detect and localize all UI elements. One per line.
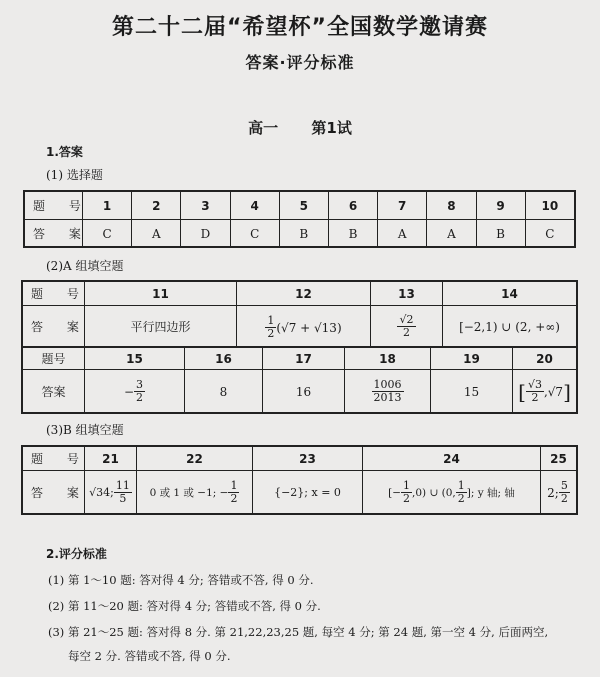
answer-cell: A [427, 220, 476, 248]
question-number: 25 [541, 447, 577, 471]
answer-cell: C [83, 220, 132, 248]
fraction [228, 480, 239, 504]
question-number: 1 [83, 192, 132, 220]
math-expression [89, 480, 132, 504]
row-label: 题 号 [23, 282, 85, 306]
question-number: 7 [378, 192, 427, 220]
fraction [456, 480, 467, 504]
math-expression [388, 480, 515, 504]
table-row [23, 370, 577, 414]
table-row [23, 282, 577, 306]
math-expression [547, 480, 570, 504]
numerator: 3 [136, 378, 144, 392]
expression-pre: [− [388, 486, 402, 499]
answer-cell: 8 [185, 370, 263, 414]
denominator: 5 [119, 492, 127, 505]
question-number: 11 [85, 282, 237, 306]
numerator: 1 [403, 479, 411, 493]
answer-cell: [−2,1) ∪ (2, +∞) [443, 306, 577, 348]
question-number: 16 [185, 348, 263, 370]
numerator: 1 [230, 479, 238, 493]
question-number: 12 [237, 282, 371, 306]
row-label: 题 号 [25, 192, 83, 220]
test-label: 第1试 [311, 119, 352, 137]
row-label: 答 案 [23, 471, 85, 515]
row-label: 答案 [23, 370, 85, 414]
part1-title: (1) 选择题 [46, 168, 103, 182]
question-number: 20 [513, 348, 577, 370]
question-number: 13 [371, 282, 443, 306]
answer-cell [85, 471, 137, 515]
section2-title: 2.评分标准 [46, 547, 107, 561]
table-row [25, 192, 575, 220]
table-row [25, 220, 575, 248]
answer-cell [345, 370, 431, 414]
fraction [401, 480, 412, 504]
expression-rest: (√7 + √13) [276, 320, 342, 335]
question-number: 17 [263, 348, 345, 370]
numerator: 5 [560, 479, 568, 493]
answer-cell: B [279, 220, 328, 248]
answer-cell [371, 306, 443, 348]
document-title: 第二十二届“希望杯”全国数学邀请赛 [112, 15, 488, 40]
answer-cell [541, 471, 577, 515]
row-label: 答 案 [23, 306, 85, 348]
question-number: 18 [345, 348, 431, 370]
fraction [397, 314, 415, 338]
expression-post: ]; y 轴; 轴 [466, 487, 515, 499]
expression-rest: ,√7 [543, 384, 564, 399]
question-number: 15 [85, 348, 185, 370]
denominator: 2 [531, 391, 539, 404]
scoring-rule: (1) 第 1～10 题: 答对得 4 分; 答错或不答, 得 0 分. [48, 573, 314, 587]
answer-cell: {−2}; x = 0 [253, 471, 363, 515]
numerator: √2 [399, 313, 414, 327]
denominator: 2 [136, 391, 144, 404]
numerator: 1006 [373, 378, 402, 392]
question-number: 5 [279, 192, 328, 220]
fraction [526, 379, 544, 403]
fill-a-table-2 [22, 347, 577, 414]
math-expression [124, 379, 145, 403]
question-number: 14 [443, 282, 577, 306]
numerator: 1 [267, 314, 275, 328]
answer-cell: A [378, 220, 427, 248]
section-heading [0, 117, 600, 138]
answer-cell [85, 370, 185, 414]
fraction [559, 480, 570, 504]
document-subtitle: 答案·评分标准 [245, 53, 355, 72]
question-number: 21 [85, 447, 137, 471]
answer-cell: A [132, 220, 181, 248]
denominator: 2013 [373, 391, 402, 404]
answer-cell [513, 370, 577, 414]
answer-cell [137, 471, 253, 515]
expression-mid: ,0) ∪ (0, [412, 486, 456, 499]
question-number: 19 [431, 348, 513, 370]
math-expression [265, 315, 341, 339]
answer-cell: C [230, 220, 279, 248]
expression-pre: √34; [89, 486, 114, 499]
answer-cell: 16 [263, 370, 345, 414]
row-label: 题号 [23, 348, 85, 370]
numerator: 1 [457, 479, 465, 493]
table-row [23, 471, 577, 515]
question-number: 8 [427, 192, 476, 220]
question-number: 3 [181, 192, 230, 220]
question-number: 2 [132, 192, 181, 220]
math-expression [150, 480, 240, 504]
answer-cell: B [476, 220, 525, 248]
question-number: 24 [363, 447, 541, 471]
sign: − [123, 384, 135, 399]
answer-cell: 平行四边形 [85, 306, 237, 348]
numerator: 11 [115, 479, 130, 493]
scoring-rule: (2) 第 11～20 题: 答对得 4 分; 答错或不答, 得 0 分. [48, 599, 321, 613]
section1-title: 1.答案 [46, 145, 83, 159]
answer-cell: C [525, 220, 574, 248]
question-number: 22 [137, 447, 253, 471]
question-number: 23 [253, 447, 363, 471]
fill-a-table-1 [22, 281, 577, 348]
scoring-rule: 每空 2 分. 答错或不答, 得 0 分. [68, 649, 231, 663]
table-row [23, 306, 577, 348]
answer-cell [237, 306, 371, 348]
open-bracket: [ [518, 379, 526, 404]
fraction [134, 379, 145, 403]
answer-cell: D [181, 220, 230, 248]
fill-b-table [22, 446, 577, 515]
fraction [114, 480, 132, 504]
table-row [23, 447, 577, 471]
denominator: 2 [560, 492, 568, 505]
expression-pre: 2; [547, 485, 559, 500]
denominator: 2 [402, 326, 410, 339]
question-number: 4 [230, 192, 279, 220]
part3-title: (3)B 组填空题 [46, 423, 124, 437]
table-row [23, 348, 577, 370]
denominator: 2 [457, 492, 465, 505]
denominator: 2 [230, 492, 238, 505]
row-label: 题 号 [23, 447, 85, 471]
answer-cell: B [328, 220, 377, 248]
question-number: 6 [328, 192, 377, 220]
question-number: 10 [525, 192, 574, 220]
expression-pre: 0 或 1 或 −1; − [149, 487, 229, 499]
row-label: 答 案 [25, 220, 83, 248]
choice-table [24, 191, 575, 248]
grade-label: 高一 [248, 119, 279, 137]
numerator: √3 [527, 378, 542, 392]
math-expression [518, 379, 571, 403]
fraction [372, 379, 404, 403]
scoring-rule: (3) 第 21～25 题: 答对得 8 分. 第 21,22,23,25 题, 每空 4 分; 第 24 题, 第一空 4 分, 后面两空, [48, 625, 549, 639]
denominator: 2 [403, 492, 411, 505]
part2-title: (2)A 组填空题 [46, 259, 124, 273]
answer-cell: 15 [431, 370, 513, 414]
question-number: 9 [476, 192, 525, 220]
answer-cell [363, 471, 541, 515]
denominator: 2 [267, 327, 275, 340]
fraction [265, 315, 276, 339]
close-bracket: ] [563, 379, 571, 404]
